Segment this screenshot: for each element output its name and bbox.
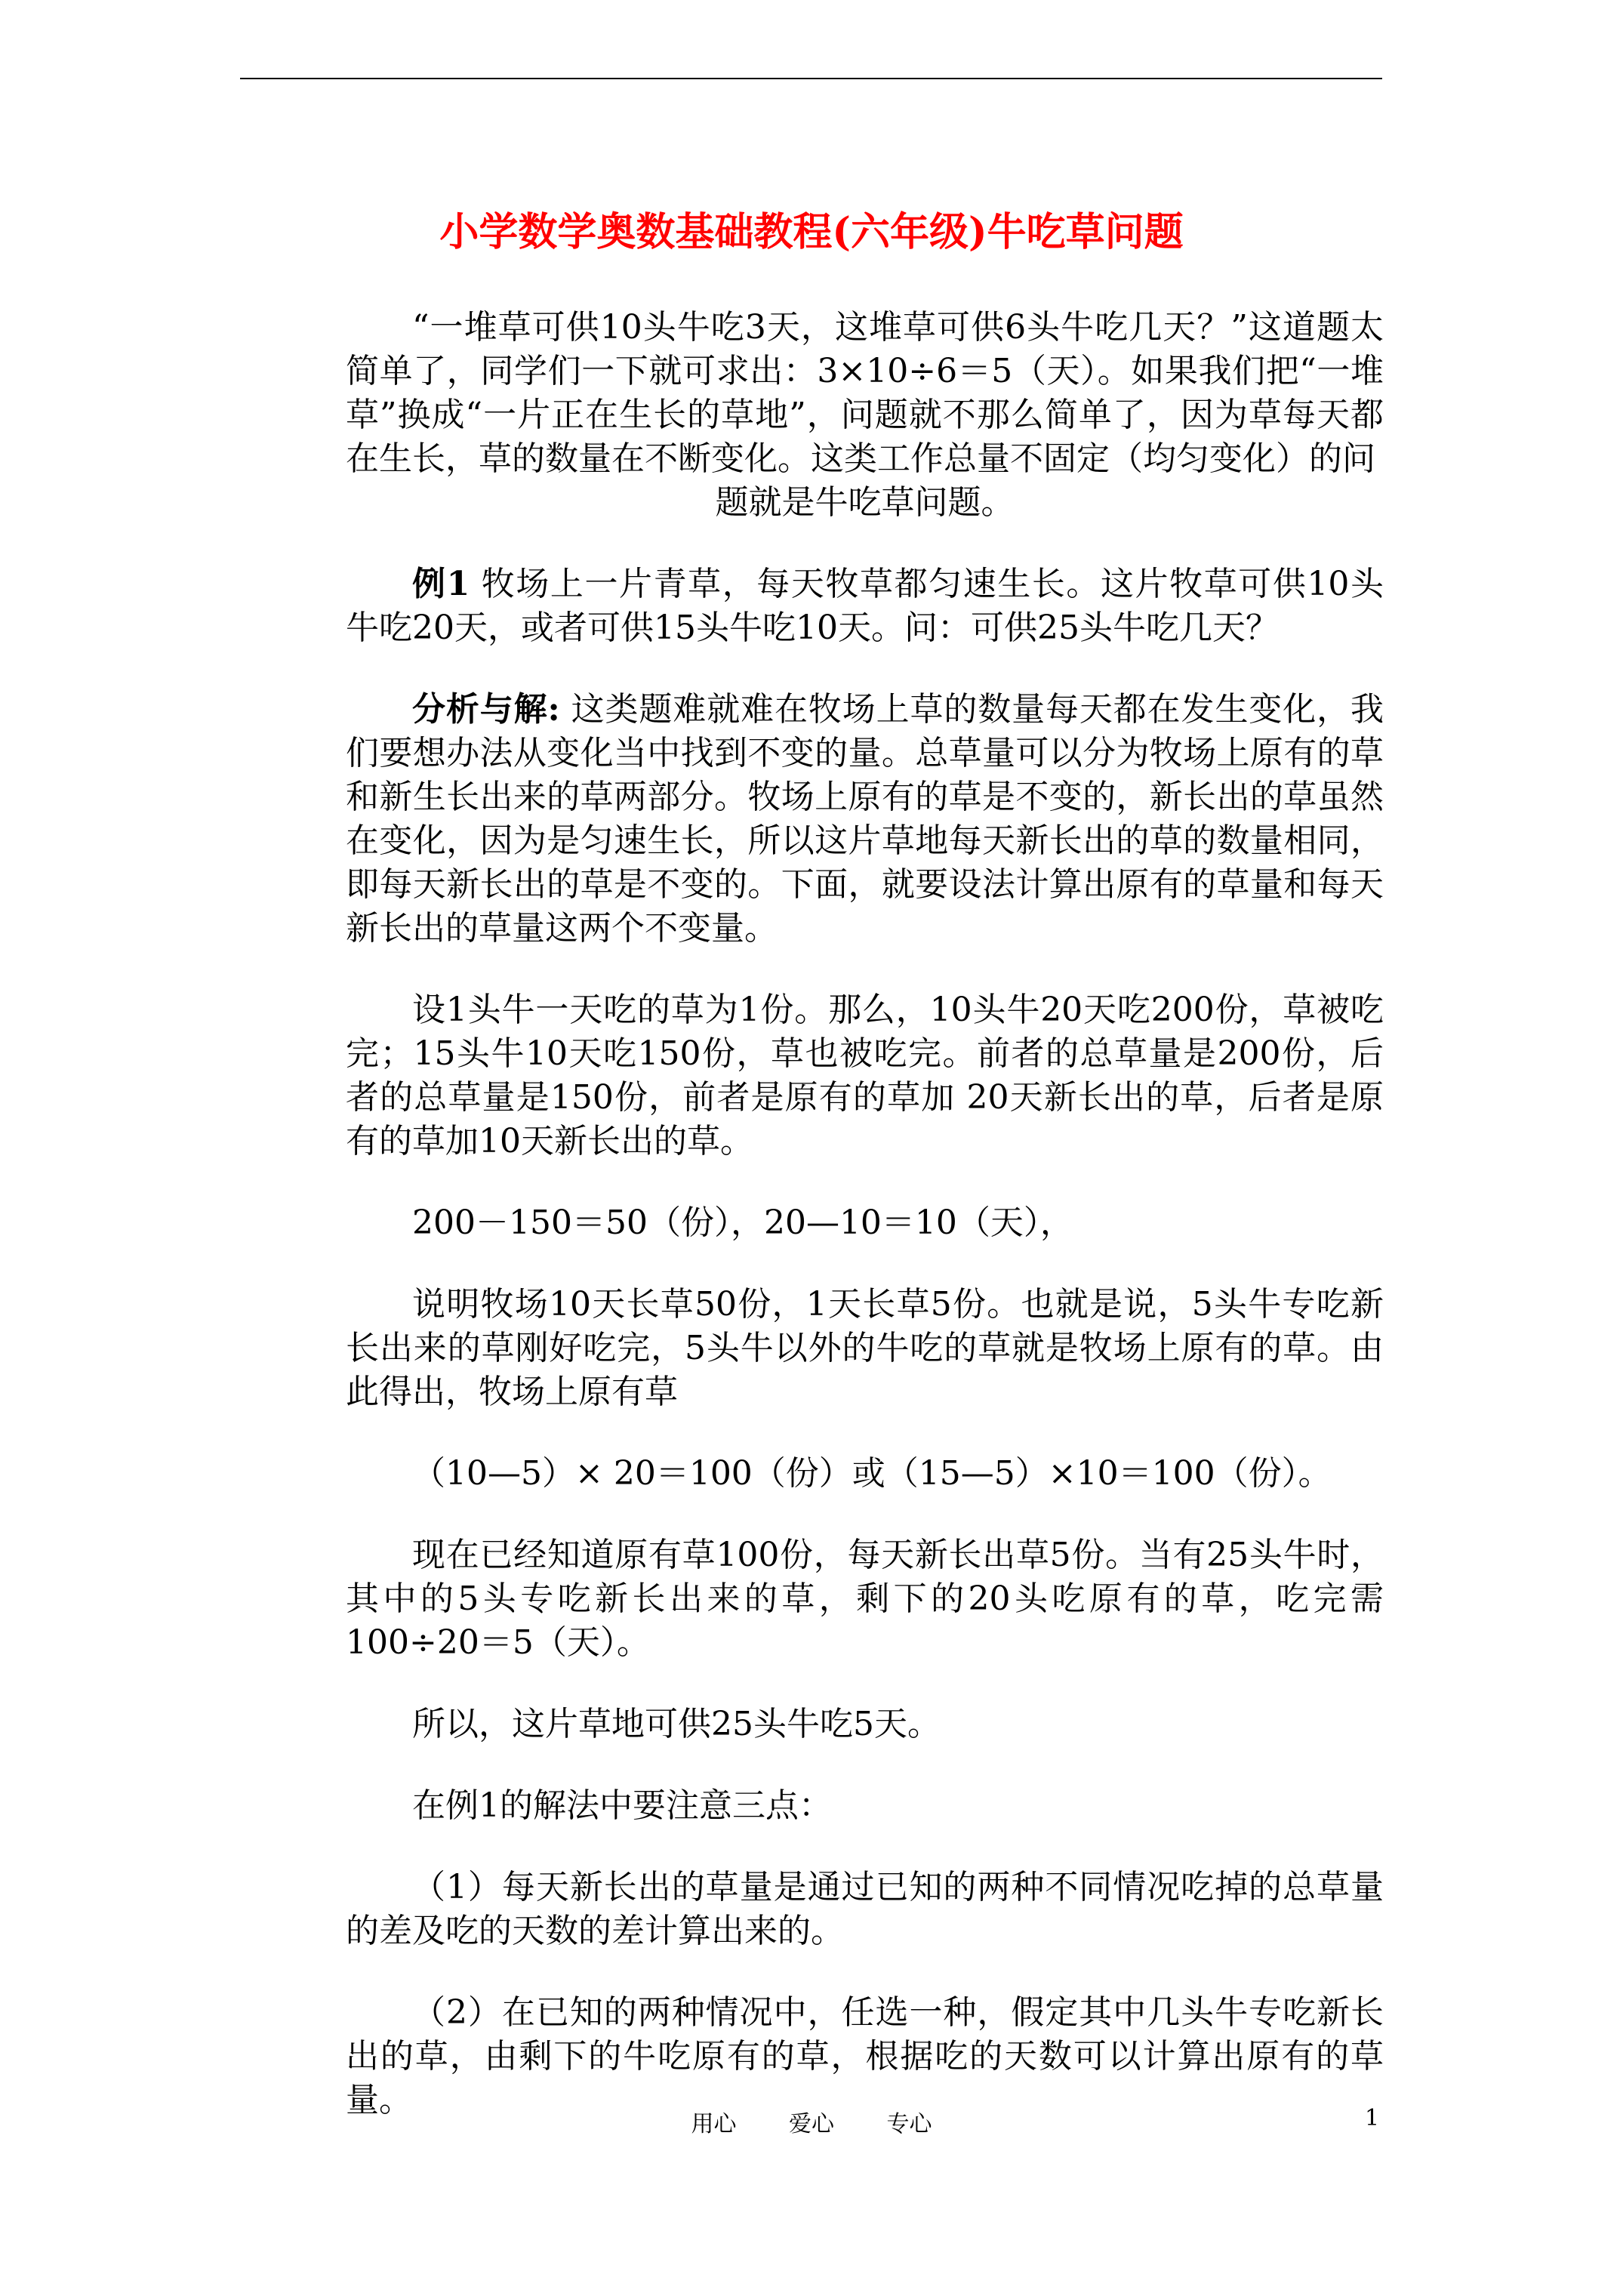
footer-item-3: 专心 [886, 2111, 932, 2137]
footer-item-1: 用心 [691, 2111, 737, 2137]
intro-paragraph [346, 306, 1384, 525]
header-rule [240, 78, 1382, 79]
footer-item-2: 爱心 [789, 2111, 834, 2137]
paragraph-growth-rate: 说明牧场10天长草50份，1天长草5份。也就是说，5头牛专吃新长出来的草刚好吃完，5头牛以外的牛吃的草就是牧场上原有的草。由此得出，牧场上原有草 [346, 1285, 1384, 1411]
page-number: 1 [1365, 2105, 1380, 2131]
paragraph-assumption: 设1头牛一天吃的草为1份。那么，10头牛20天吃200份，草被吃完；15头牛10天吃150份，草也被吃完。前者的总草量是200份，后者的总草量是150份，前者是原有的草加 20天新长出的草，后者是原有的草加10天新长出的草。 [346, 991, 1384, 1160]
intro-text: “一堆草可供10头牛吃3天，这堆草可供6头牛吃几天？”这道题太简单了，同学们一下就可求出：3×10÷6＝5（天）。如果我们把“一堆草”换成“一片正在生长的草地”，问题就不那么简单了，因为草每天都在生长，草的数量在不断变化。这类工作总量不固定（均匀变化）的问 [346, 308, 1384, 478]
paragraph-notes-intro: 在例1的解法中要注意三点： [412, 1786, 832, 1825]
paragraph-difference: 200－150＝50（份），20—10＝10（天）， [412, 1203, 1073, 1242]
paragraph-original-grass: （10—5）× 20＝100（份）或（15—5）×10＝100（份）。 [412, 1454, 1332, 1493]
document-body [346, 306, 1384, 2160]
paragraph-answer: 所以，这片草地可供25头牛吃5天。 [412, 1705, 941, 1743]
paragraph-note-2: （2）在已知的两种情况中，任选一种，假定其中几头牛专吃新长出的草，由剩下的牛吃原有的草，根据吃的天数可以计算出原有的草量。 [346, 1993, 1384, 2119]
example-1-paragraph [346, 562, 1384, 650]
example-1-label: 例1 [412, 565, 470, 603]
paragraph-calculation: 现在已经知道原有草100份，每天新长出草5份。当有25头牛时，其中的5头专吃新长出来的草，剩下的20头吃原有的草，吃完需100÷20＝5（天）。 [346, 1536, 1384, 1662]
intro-last-line: 题就是牛吃草问题。 [715, 483, 1015, 522]
paragraph-note-1: （1）每天新长出的草量是通过已知的两种不同情况吃掉的总草量的差及吃的天数的差计算出来的。 [346, 1868, 1384, 1950]
analysis-text: 这类题难就难在牧场上草的数量每天都在发生变化，我们要想办法从变化当中找到不变的量。总草量可以分为牧场上原有的草和新生长出来的草两部分。牧场上原有的草是不变的，新长出的草虽然在变化，因为是匀速生长，所以这片草地每天新长出的草的数量相同，即每天新长出的草是不变的。下面，就要设法计算出原有的草量和每天新长出的草量这两个不变量。 [346, 690, 1384, 948]
document-title: 小学数学奥数基础教程(六年级)牛吃草问题 [439, 209, 1184, 255]
analysis-label: 分析与解: [412, 690, 560, 729]
footer-motto [0, 2105, 1623, 2138]
example-1-text: 牧场上一片青草，每天牧草都匀速生长。这片牧草可供10头牛吃20天，或者可供15头牛吃10天。问：可供25头牛吃几天？ [346, 565, 1384, 647]
analysis-paragraph [346, 688, 1384, 951]
